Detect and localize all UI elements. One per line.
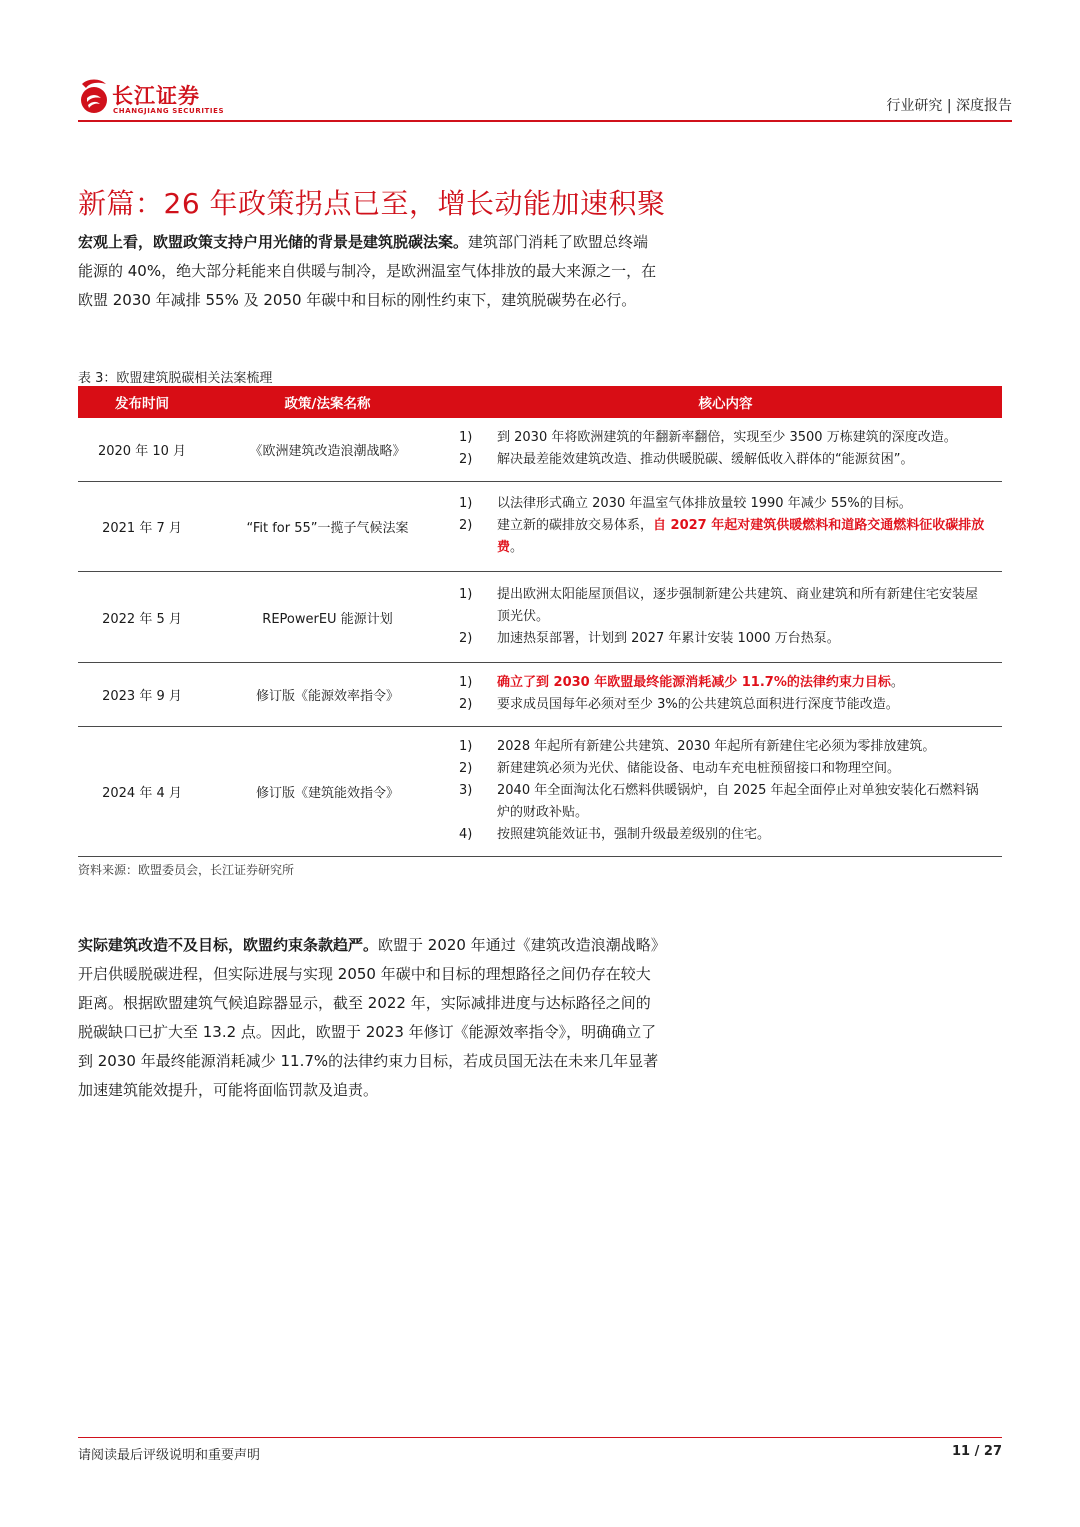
item-text bbox=[497, 515, 988, 559]
cell-policy-name: “Fit for 55”一揽子气候法案 bbox=[206, 482, 449, 572]
item-plain-text: 到 2030 年将欧洲建筑的年翻新率翻倍，实现至少 3500 万栋建筑的深度改造。 bbox=[497, 430, 957, 445]
cell-core-content bbox=[449, 727, 1002, 857]
closing-paragraph bbox=[78, 931, 698, 1105]
item-highlight-text: 自 2027 年起对建筑供暖燃料和道路交通燃料征收碳排放费 bbox=[497, 518, 985, 555]
item-number: 1) bbox=[459, 586, 473, 602]
cell-policy-name: 修订版《建筑能效指令》 bbox=[206, 727, 449, 857]
item-text bbox=[497, 493, 988, 515]
content-item bbox=[449, 493, 988, 515]
regulation-table bbox=[78, 386, 1002, 857]
item-text bbox=[497, 694, 988, 716]
intro-paragraph bbox=[78, 228, 694, 315]
content-item bbox=[449, 515, 988, 559]
item-text bbox=[497, 449, 988, 471]
item-number: 2) bbox=[459, 630, 473, 646]
header-divider bbox=[78, 120, 1012, 122]
closing-line: 脱碳缺口已扩大至 13.2 点。因此，欧盟于 2023 年修订《能源效率指令》，明确确立了 bbox=[78, 1023, 657, 1041]
content-item bbox=[449, 758, 988, 780]
closing-line: 到 2030 年最终能源消耗减少 11.7%的法律约束力目标，若成员国无法在未来几年显著 bbox=[78, 1052, 659, 1070]
table-row bbox=[78, 482, 1002, 572]
table-source: 资料来源：欧盟委员会，长江证券研究所 bbox=[78, 863, 295, 877]
table-row bbox=[78, 572, 1002, 663]
item-plain-text: 加速热泵部署，计划到 2027 年累计安装 1000 万台热泵。 bbox=[497, 630, 840, 646]
closing-line: 加速建筑能效提升，可能将面临罚款及追责。 bbox=[78, 1081, 379, 1099]
item-plain-text: 要求成员国每年必须对至少 3%的公共建筑总面积进行深度节能改造。 bbox=[497, 697, 899, 712]
item-text bbox=[497, 584, 988, 628]
content-item bbox=[449, 672, 988, 694]
item-number: 1) bbox=[459, 496, 473, 511]
content-item bbox=[449, 628, 988, 650]
item-number: 3) bbox=[459, 783, 473, 798]
company-logo bbox=[78, 76, 278, 118]
table-header-row bbox=[78, 386, 1002, 418]
content-item bbox=[449, 694, 988, 716]
cell-policy-name: 《欧洲建筑改造浪潮战略》 bbox=[206, 418, 449, 482]
cell-date: 2020 年 10 月 bbox=[78, 418, 206, 482]
cell-date: 2023 年 9 月 bbox=[78, 663, 206, 727]
item-tail-text: 。 bbox=[510, 540, 524, 555]
item-text bbox=[497, 758, 988, 780]
intro-line: 能源的 40%，绝大部分耗能来自供暖与制冷，是欧洲温室气体排放的最大来源之一，在 bbox=[78, 262, 657, 280]
item-number: 1) bbox=[459, 430, 473, 445]
column-header: 核心内容 bbox=[449, 386, 1002, 418]
item-text bbox=[497, 824, 988, 846]
item-plain-text: 2028 年起所有新建公共建筑、2030 年起所有新建住宅必须为零排放建筑。 bbox=[497, 739, 936, 754]
intro-line: 建筑部门消耗了欧盟总终端 bbox=[468, 233, 649, 251]
cell-core-content bbox=[449, 482, 1002, 572]
table-row bbox=[78, 663, 1002, 727]
item-number: 2) bbox=[459, 697, 473, 712]
item-plain-text: 以法律形式确立 2030 年温室气体排放量较 1990 年减少 55%的目标。 bbox=[497, 496, 912, 511]
page-number: 11 / 27 bbox=[952, 1444, 1002, 1459]
column-header: 政策/法案名称 bbox=[206, 386, 449, 418]
cell-date: 2021 年 7 月 bbox=[78, 482, 206, 572]
cell-core-content bbox=[449, 663, 1002, 727]
item-number: 2) bbox=[459, 518, 473, 533]
item-plain-text: 新建建筑必须为光伏、储能设备、电动车充电桩预留接口和物理空间。 bbox=[497, 761, 901, 776]
table-caption: 表 3：欧盟建筑脱碳相关法案梳理 bbox=[78, 371, 273, 386]
content-item bbox=[449, 427, 988, 449]
item-plain-text: 建立新的碳排放交易体系， bbox=[497, 518, 654, 533]
cell-date: 2024 年 4 月 bbox=[78, 727, 206, 857]
item-number: 2) bbox=[459, 452, 473, 467]
intro-line: 欧盟 2030 年减排 55% 及 2050 年碳中和目标的刚性约束下，建筑脱碳势在必行。 bbox=[78, 291, 637, 309]
item-tail-text: 。 bbox=[890, 675, 904, 690]
closing-line: 距离。根据欧盟建筑气候追踪器显示，截至 2022 年，实际减排进度与达标路径之间的 bbox=[78, 994, 651, 1012]
item-highlight-text: 确立了到 2030 年欧盟最终能源消耗减少 11.7%的法律约束力目标 bbox=[497, 675, 891, 690]
table-row bbox=[78, 418, 1002, 482]
report-type-label: 行业研究 | 深度报告 bbox=[886, 98, 1012, 114]
cell-policy-name: REPowerEU 能源计划 bbox=[206, 572, 449, 663]
item-text bbox=[497, 780, 988, 824]
item-plain-text: 2040 年全面淘汰化石燃料供暖锅炉，自 2025 年起全面停止对单独安装化石燃料锅炉的财政补贴。 bbox=[497, 783, 979, 820]
closing-lead: 实际建筑改造不及目标，欧盟约束条款趋严。 bbox=[78, 936, 379, 954]
content-item bbox=[449, 449, 988, 471]
intro-lead: 宏观上看，欧盟政策支持户用光储的背景是建筑脱碳法案。 bbox=[78, 233, 469, 251]
disclaimer-note: 请阅读最后评级说明和重要声明 bbox=[78, 1448, 261, 1463]
item-text bbox=[497, 628, 988, 650]
logo-text-cn: 长江证券 bbox=[112, 84, 200, 108]
column-header: 发布时间 bbox=[78, 386, 206, 418]
cell-core-content bbox=[449, 572, 1002, 663]
cell-core-content bbox=[449, 418, 1002, 482]
closing-line: 欧盟于 2020 年通过《建筑改造浪潮战略》 bbox=[378, 936, 666, 954]
item-number: 1) bbox=[459, 739, 473, 754]
content-item bbox=[449, 584, 988, 628]
item-text bbox=[497, 427, 988, 449]
content-item bbox=[449, 736, 988, 758]
item-text bbox=[497, 672, 988, 694]
closing-line: 开启供暖脱碳进程，但实际进展与实现 2050 年碳中和目标的理想路径之间仍存在较大 bbox=[78, 965, 651, 983]
table-row bbox=[78, 727, 1002, 857]
cell-date: 2022 年 5 月 bbox=[78, 572, 206, 663]
page-header bbox=[78, 72, 1012, 122]
logo-emblem-icon bbox=[78, 76, 110, 116]
item-plain-text: 按照建筑能效证书，强制升级最差级别的住宅。 bbox=[497, 827, 771, 842]
item-number: 1) bbox=[459, 675, 473, 690]
cell-policy-name: 修订版《能源效率指令》 bbox=[206, 663, 449, 727]
section-title: 新篇：26 年政策拐点已至，增长动能加速积聚 bbox=[78, 187, 666, 220]
item-number: 2) bbox=[459, 761, 473, 776]
item-number: 4) bbox=[459, 827, 473, 842]
item-text bbox=[497, 736, 988, 758]
content-item bbox=[449, 780, 988, 824]
item-plain-text: 解决最差能效建筑改造、推动供暖脱碳、缓解低收入群体的“能源贫困”。 bbox=[497, 452, 914, 467]
footer-divider bbox=[78, 1437, 1002, 1438]
logo-text-en: CHANGJIANG SECURITIES bbox=[113, 107, 225, 115]
item-plain-text: 提出欧洲太阳能屋顶倡议，逐步强制新建公共建筑、商业建筑和所有新建住宅安装屋顶光伏。 bbox=[497, 586, 979, 624]
content-item bbox=[449, 824, 988, 846]
